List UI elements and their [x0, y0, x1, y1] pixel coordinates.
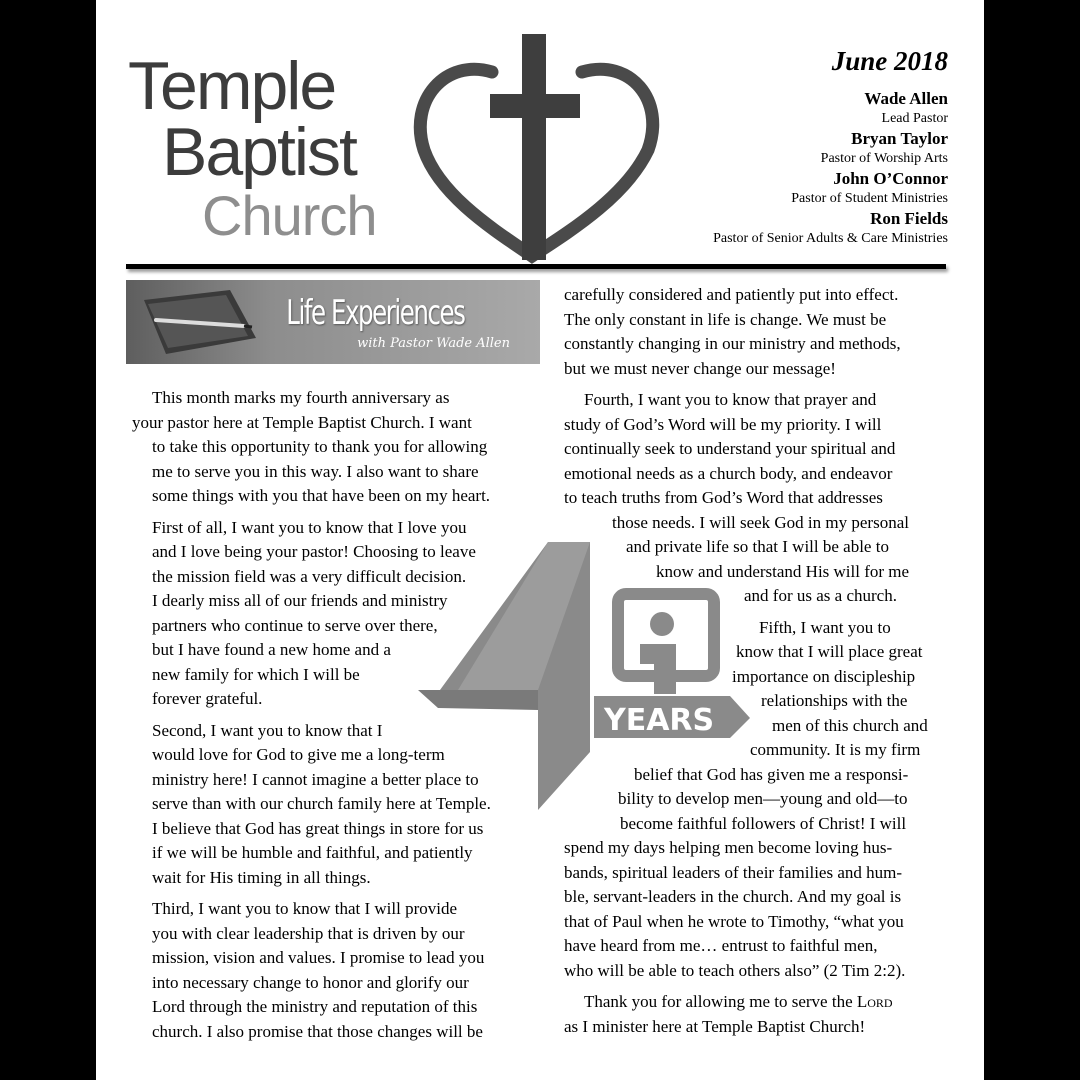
article-right-column: [564, 283, 954, 1046]
logo-baptist: Baptist: [162, 114, 356, 190]
staff-name: Bryan Taylor: [851, 129, 948, 148]
text-line: wait for His timing in all things.: [152, 867, 371, 887]
text-line: community. It is my firm: [750, 740, 921, 759]
text-line: as I minister here at Temple Baptist Church!: [564, 1016, 866, 1036]
text-line: those needs. I will seek God in my personal: [612, 512, 909, 532]
notebook-pen-icon: [126, 280, 276, 364]
text-line: your pastor here at Temple Baptist Church. I want: [132, 412, 472, 432]
text-line: This month marks my fourth anniversary as: [152, 388, 450, 407]
text-line: belief that God has given me a responsi-: [634, 764, 909, 784]
text-line: but we must never change our message!: [564, 358, 836, 378]
text-line: some things with you that have been on my heart.: [152, 486, 491, 505]
text-line: Second, I want you to know that I: [152, 720, 383, 740]
text-line: First of all, I want you to know that I love you: [152, 517, 467, 537]
years-label: YEARS: [604, 703, 715, 738]
staff-role: Pastor of Student Ministries: [791, 191, 948, 206]
text-line: spend my days helping men become loving hus-: [564, 838, 893, 857]
text-line: I believe that God has great things in store for us: [152, 818, 484, 838]
text-line: who will be able to teach others also” (2 Tim 2:2).: [564, 960, 906, 980]
staff-role: Pastor of Worship Arts: [820, 151, 948, 166]
text-line: forever grateful.: [152, 689, 263, 708]
cross-heart-icon: [404, 30, 674, 266]
text-line: Lord through the ministry and reputation of this: [152, 997, 478, 1016]
banner-subtitle: with Pastor Wade Allen: [357, 336, 510, 351]
text-line: have heard from me… entrust to faithful men,: [564, 936, 878, 955]
text-line: ble, servant-leaders in the church. And my goal is: [564, 887, 902, 906]
paragraph-fifth: [564, 616, 954, 984]
text-line: Fifth, I want you to: [759, 617, 891, 637]
staff-role: Lead Pastor: [881, 111, 948, 126]
text-line: into necessary change to honor and glorify our: [152, 972, 469, 992]
staff-name: Wade Allen: [864, 89, 948, 108]
paragraph-first: [132, 516, 512, 712]
text-line: know that I will place great: [736, 642, 923, 661]
staff-name: John O’Connor: [833, 169, 948, 188]
staff-role: Pastor of Senior Adults & Care Ministries: [713, 231, 948, 246]
text-line: ministry here! I cannot imagine a better place to: [152, 769, 479, 789]
text-line: Fourth, I want you to know that prayer and: [584, 390, 877, 409]
paragraph-third-continued: [564, 283, 954, 381]
life-experiences-banner: [126, 280, 540, 364]
text-line: bands, spiritual leaders of their families and hum-: [564, 862, 903, 882]
article-left-column: [132, 386, 512, 1051]
text-line: relationships with the: [761, 691, 908, 710]
text-line: me to serve you in this way. I also want to share: [152, 461, 479, 481]
text-line: church. I also promise that those changes will be: [152, 1021, 483, 1041]
text-line: you with clear leadership that is driven by our: [152, 923, 465, 943]
text-line: become faithful followers of Christ! I will: [620, 813, 907, 833]
text-line: I dearly miss all of our friends and ministry: [152, 591, 448, 610]
paragraph-second: [132, 719, 512, 891]
text-line: continually seek to understand your spiritual and: [564, 439, 896, 458]
text-line: to take this opportunity to thank you for allowing: [152, 437, 488, 456]
banner-title: Life Experiences: [285, 293, 464, 333]
text-line: [564, 990, 954, 1015]
text-line: serve than with our church family here at Temple.: [152, 794, 491, 813]
text-line: and private life so that I will be able to: [626, 537, 889, 556]
text-line: if we will be humble and faithful, and patiently: [152, 843, 473, 862]
text-line: new family for which I will be: [152, 664, 360, 684]
text-line: men of this church and: [772, 715, 928, 735]
text-line: partners who continue to serve over there,: [152, 615, 438, 635]
text-line: Third, I want you to know that I will provide: [152, 899, 458, 918]
text-line: the mission field was a very difficult decision.: [152, 566, 467, 586]
text-line: mission, vision and values. I promise to lead you: [152, 948, 485, 967]
issue-date: June 2018: [831, 46, 948, 76]
paragraph-anniversary: [132, 386, 512, 509]
text-line: bility to develop men—young and old—to: [618, 789, 908, 808]
text-line: would love for God to give me a long-term: [152, 745, 445, 764]
paragraph-closing: [564, 990, 954, 1039]
text-line: study of God’s Word will be my priority. I will: [564, 414, 882, 434]
logo-church: Church: [202, 184, 377, 247]
header-divider: [126, 264, 946, 269]
text-line: importance on discipleship: [732, 666, 916, 686]
text-line: but I have found a new home and a: [152, 640, 391, 659]
lord-smallcaps: Lord: [856, 992, 893, 1011]
closing-text: Thank you for allowing me to serve the: [584, 992, 857, 1011]
text-line: The only constant in life is change. We must be: [564, 309, 887, 329]
newsletter-page: [96, 0, 984, 1080]
text-line: and I love being your pastor! Choosing to leave: [152, 542, 476, 561]
text-line: know and understand His will for me: [656, 561, 910, 581]
text-line: emotional needs as a church body, and endeavor: [564, 463, 893, 483]
paragraph-third: [132, 897, 512, 1044]
staff-name: Ron Fields: [870, 209, 948, 228]
paragraph-fourth: [564, 388, 954, 609]
text-line: constantly changing in our ministry and methods,: [564, 334, 901, 353]
text-line: and for us as a church.: [744, 586, 897, 605]
masthead-info: [713, 46, 948, 249]
text-line: to teach truths from God’s Word that addresses: [564, 488, 883, 507]
text-line: carefully considered and patiently put into effect.: [564, 285, 899, 304]
text-line: that of Paul when he wrote to Timothy, “what you: [564, 911, 904, 931]
logo-temple: Temple: [128, 48, 336, 124]
